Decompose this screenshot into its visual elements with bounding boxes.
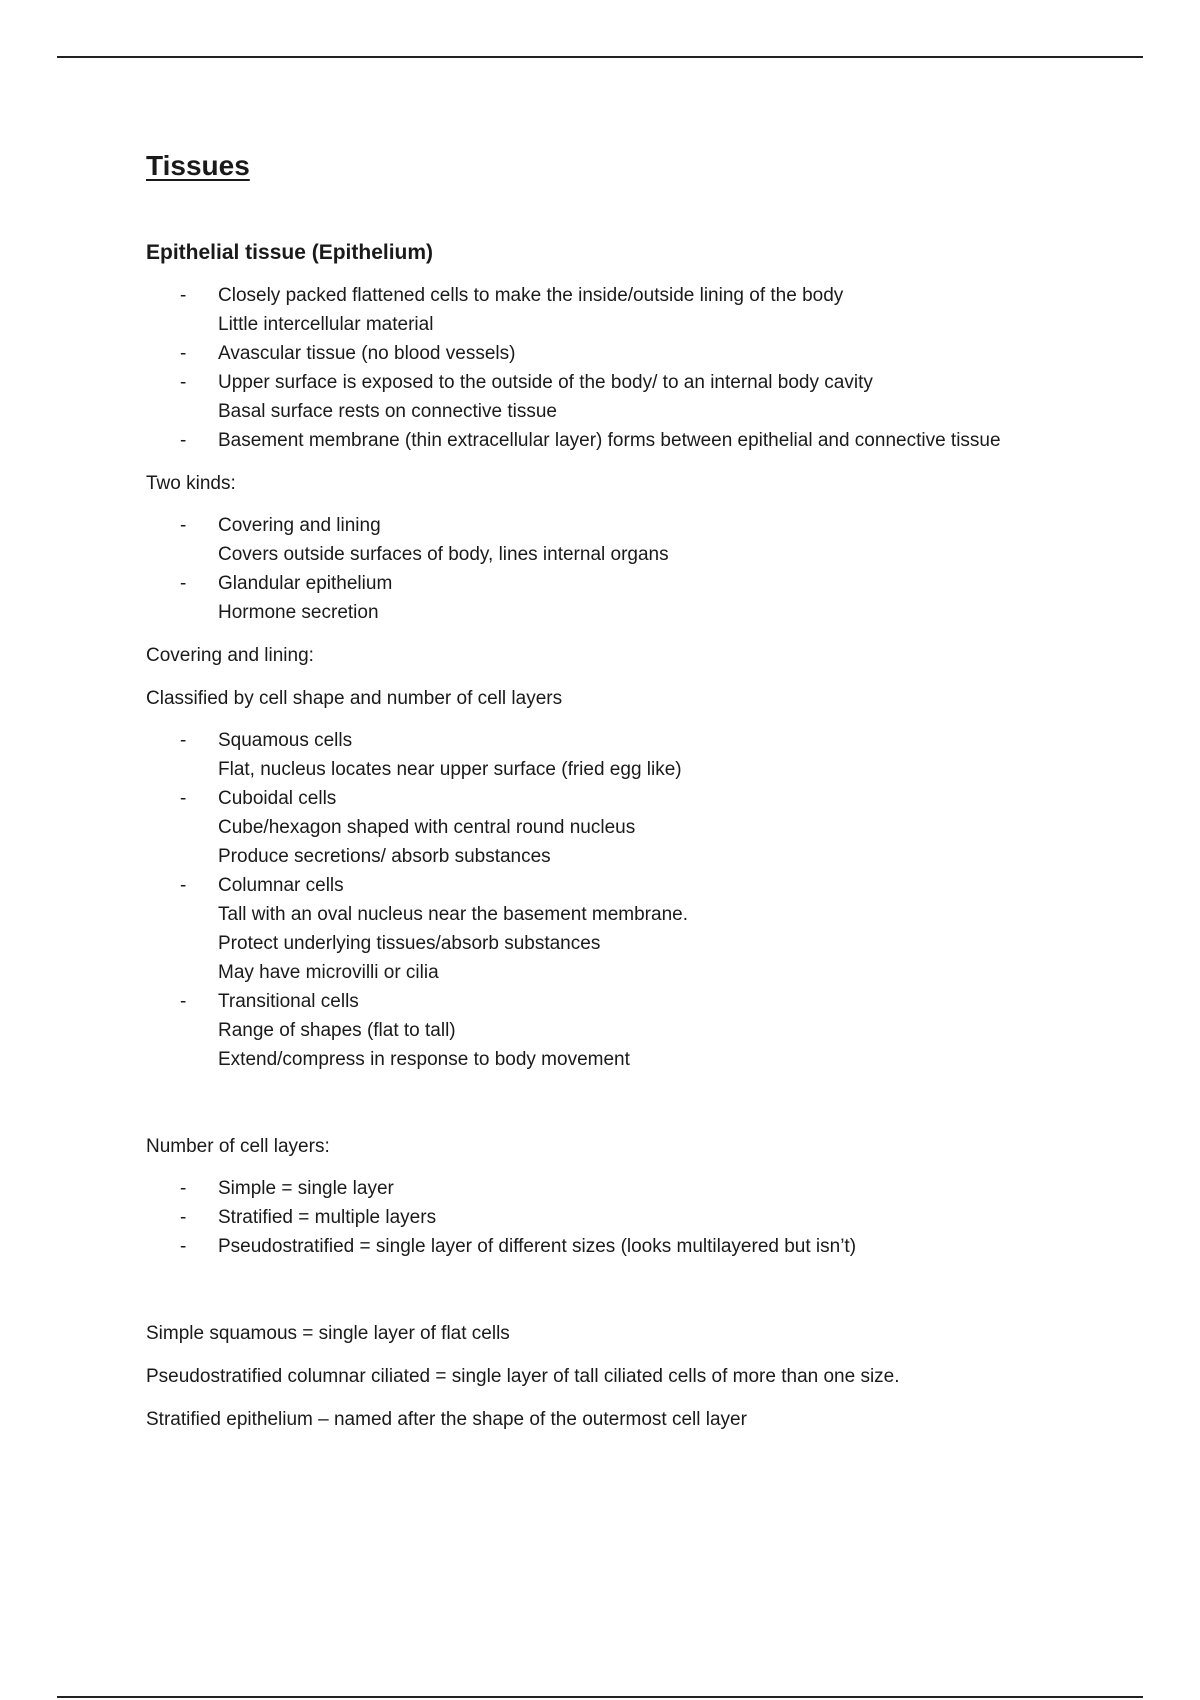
- list-item-text: Closely packed flattened cells to make the inside/outside lining of the body: [218, 285, 844, 306]
- list-item-subtext: May have microvilli or cilia: [218, 962, 439, 983]
- list-item-text: Simple = single layer: [218, 1178, 394, 1199]
- list-item: [146, 871, 1046, 987]
- layers-label: Number of cell layers:: [146, 1136, 330, 1157]
- covering-label: Covering and lining:: [146, 645, 314, 666]
- list-item-text: Pseudostratified = single layer of different sizes (looks multilayered but isn’t): [218, 1236, 857, 1257]
- list-item-subtext: Protect underlying tissues/absorb substances: [218, 933, 601, 954]
- list-item: [146, 1174, 1046, 1203]
- two-kinds-list: [146, 511, 1046, 627]
- list-item: [146, 726, 1046, 784]
- list-item-subtext: Produce secretions/ absorb substances: [218, 846, 551, 867]
- epithelium-points-list: [146, 281, 1046, 455]
- simple-squamous-text: Simple squamous = single layer of flat cells: [146, 1323, 510, 1344]
- stratified-text: Stratified epithelium – named after the shape of the outermost cell layer: [146, 1409, 747, 1430]
- list-item-text: Cuboidal cells: [218, 788, 337, 809]
- list-item-text: Basement membrane (thin extracellular layer) forms between epithelial and connective tissue: [218, 430, 1001, 451]
- list-item: [146, 426, 1046, 455]
- two-kinds-label: Two kinds:: [146, 473, 236, 494]
- page-title: Tissues: [146, 150, 250, 181]
- list-item: [146, 784, 1046, 871]
- list-item-subtext: Little intercellular material: [218, 314, 434, 335]
- list-item: [146, 511, 1046, 569]
- list-item-text: Covering and lining: [218, 515, 381, 536]
- section-heading: Epithelial tissue (Epithelium): [146, 241, 434, 264]
- list-item-subtext: Extend/compress in response to body movement: [218, 1049, 630, 1070]
- list-item-text: Transitional cells: [218, 991, 359, 1012]
- list-item-text: Upper surface is exposed to the outside of the body/ to an internal body cavity: [218, 372, 873, 393]
- list-item-text: Squamous cells: [218, 730, 353, 751]
- classified-label: Classified by cell shape and number of cell layers: [146, 688, 563, 709]
- footer-rule: [57, 1696, 1143, 1698]
- list-item-subtext: Covers outside surfaces of body, lines internal organs: [218, 544, 669, 565]
- list-item-subtext: Basal surface rests on connective tissue: [218, 401, 558, 422]
- list-item: [146, 368, 1046, 426]
- list-item-text: Columnar cells: [218, 875, 344, 896]
- document-body: [146, 146, 1046, 1434]
- list-item: [146, 1203, 1046, 1232]
- list-item: [146, 1232, 1046, 1261]
- list-item-text: Glandular epithelium: [218, 573, 393, 594]
- list-item-text: Avascular tissue (no blood vessels): [218, 343, 516, 364]
- list-item-subtext: Cube/hexagon shaped with central round nucleus: [218, 817, 636, 838]
- list-item-subtext: Range of shapes (flat to tall): [218, 1020, 456, 1041]
- list-item-subtext: Tall with an oval nucleus near the basement membrane.: [218, 904, 688, 925]
- pseudostratified-text: Pseudostratified columnar ciliated = single layer of tall ciliated cells of more than one size.: [146, 1366, 900, 1387]
- header-rule: [57, 56, 1143, 58]
- cell-shapes-list: [146, 726, 1046, 1074]
- list-item-subtext: Flat, nucleus locates near upper surface (fried egg like): [218, 759, 682, 780]
- list-item: [146, 281, 1046, 339]
- list-item: [146, 339, 1046, 368]
- list-item-text: Stratified = multiple layers: [218, 1207, 437, 1228]
- list-item: [146, 987, 1046, 1074]
- layers-list: [146, 1174, 1046, 1261]
- list-item-subtext: Hormone secretion: [218, 602, 379, 623]
- list-item: [146, 569, 1046, 627]
